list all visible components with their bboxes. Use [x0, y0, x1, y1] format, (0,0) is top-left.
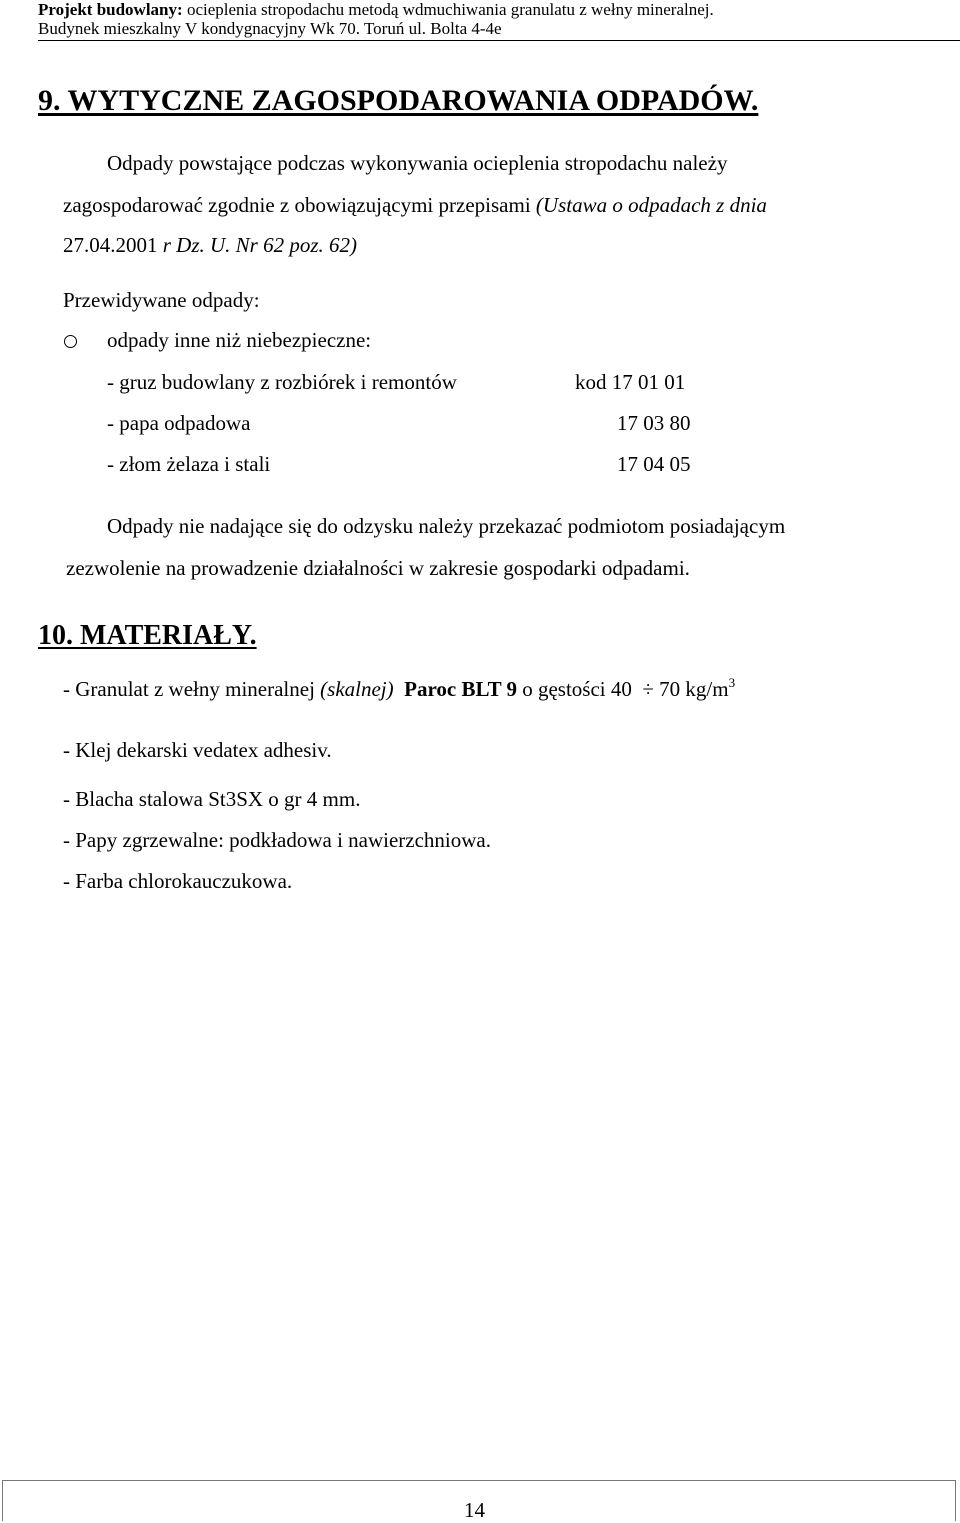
- document-header-line2: Budynek mieszkalny V kondygnacyjny Wk 70. Toruń ul. Bolta 4-4e: [38, 19, 502, 38]
- header-divider: [38, 40, 960, 41]
- intro-line-3: [63, 233, 357, 258]
- intro-line-2: [63, 193, 767, 218]
- granulat-type: (skalnej): [320, 677, 394, 701]
- waste-item-name: - gruz budowlany z rozbiórek i remontów: [107, 370, 457, 394]
- waste-item-code: 17 04 05: [617, 452, 691, 476]
- closing-line-1: Odpady nie nadające się do odzysku należy przekazać podmiotom posiadającym: [107, 514, 786, 538]
- law-journal-reference: r Dz. U. Nr 62 poz. 62): [162, 233, 358, 257]
- closing-line-2: zezwolenie na prowadzenie działalności w zakresie gospodarki odpadami.: [66, 556, 690, 580]
- waste-item-name: - papa odpadowa: [107, 411, 251, 435]
- material-item: - Blacha stalowa St3SX o gr 4 mm.: [63, 787, 361, 811]
- granulat-range-end: 70 kg/m: [653, 677, 729, 701]
- intro-line-2-text: zagospodarować zgodnie z obowiązującymi przepisami: [63, 193, 536, 217]
- granulat-prefix: - Granulat z wełny mineralnej: [63, 677, 321, 701]
- material-item: - Papy zgrzewalne: podkładowa i nawierzchniowa.: [63, 828, 491, 852]
- bullet-text: odpady inne niż niebezpieczne:: [107, 328, 372, 352]
- waste-item-code: kod 17 01 01: [575, 370, 686, 394]
- document-header-line1: [38, 0, 714, 20]
- waste-item-code: 17 03 80: [617, 411, 691, 435]
- circle-bullet-icon: [64, 335, 77, 353]
- header-title: ocieplenia stropodachu metodą wdmuchiwania granulatu z wełny mineralnej.: [186, 0, 714, 19]
- material-granulat: [63, 677, 735, 702]
- law-reference: (Ustawa o odpadach z dnia: [535, 193, 767, 217]
- granulat-product: Paroc BLT 9: [404, 677, 517, 701]
- law-date: 27.04.2001: [63, 233, 163, 257]
- section-9-heading: 9. WYTYCZNE ZAGOSPODAROWANIA ODPADÓW.: [38, 84, 759, 117]
- waste-item-name: - złom żelaza i stali: [107, 452, 271, 476]
- material-item: - Farba chlorokauczukowa.: [63, 869, 293, 893]
- page-number: 14: [464, 1498, 485, 1522]
- material-item: - Klej dekarski vedatex adhesiv.: [63, 738, 332, 762]
- divide-symbol: ÷: [642, 677, 654, 701]
- cubic-superscript: 3: [728, 675, 736, 690]
- section-10-heading: 10. MATERIAŁY.: [38, 620, 257, 651]
- granulat-density: o gęstości 40: [522, 677, 638, 701]
- header-label: Projekt budowlany:: [38, 0, 183, 19]
- intro-line-1: Odpady powstające podczas wykonywania ocieplenia stropodachu należy: [107, 151, 728, 175]
- predicted-waste-label: Przewidywane odpady:: [63, 288, 260, 312]
